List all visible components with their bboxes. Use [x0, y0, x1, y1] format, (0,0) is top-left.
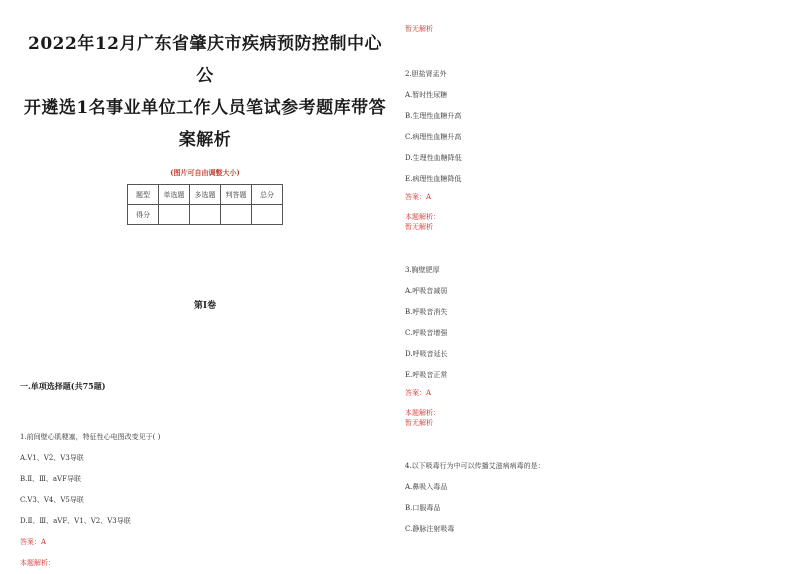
score-header-cell: 判答题	[221, 185, 252, 205]
question-text: 3.胸壁肥厚	[405, 266, 440, 274]
left-column	[20, 28, 390, 574]
option-c: C.V3、V4、V5导联	[20, 496, 84, 504]
title-line-3: 案解析	[178, 130, 232, 150]
option-a: A.暂时性尿糖	[405, 91, 448, 99]
option-d: D.呼吸音延长	[405, 350, 448, 358]
analysis-text: 暂无解析	[405, 223, 433, 231]
score-table-score-row	[128, 205, 283, 225]
score-table-header-row	[128, 185, 283, 205]
analysis-label: 本题解析：	[405, 409, 440, 417]
question-text: 4.以下吸毒行为中可以传播艾滋病病毒的是：	[405, 462, 545, 470]
option-a: A.呼吸音减弱	[405, 287, 448, 295]
question-3	[405, 260, 785, 428]
right-column	[405, 24, 785, 540]
score-row-label: 得分	[128, 205, 159, 225]
option-b: B.呼吸音消失	[405, 308, 448, 316]
section-heading: 一.单项选择题(共75题)	[20, 381, 106, 391]
question-text: 2.胆盐肾盂外	[405, 70, 447, 78]
question-4	[405, 456, 785, 540]
score-header-cell: 多选题	[190, 185, 221, 205]
question-2	[405, 64, 785, 232]
option-b: B.Ⅱ、Ⅲ、aVF导联	[20, 475, 81, 483]
option-c: C.病理性血糖升高	[405, 133, 462, 141]
question-1	[20, 427, 390, 574]
analysis-label: 本题解析：	[405, 213, 440, 221]
image-resize-note: (图片可自由调整大小)	[170, 168, 240, 177]
score-cell	[159, 205, 190, 225]
option-c: C.静脉注射吸毒	[405, 525, 455, 533]
option-b: B.生理性血糖升高	[405, 112, 462, 120]
score-table	[127, 184, 283, 225]
option-b: B.口服毒品	[405, 504, 441, 512]
option-d: D.Ⅱ、Ⅲ、aVF、V1、V2、V3导联	[20, 517, 131, 525]
answer: 答案：A	[20, 538, 47, 546]
option-a: A.鼻吸入毒品	[405, 483, 448, 491]
analysis-text: 暂无解析	[405, 25, 433, 33]
title-line-1: 2022年12月广东省肇庆市疾病预防控制中心公	[28, 34, 382, 86]
score-cell	[252, 205, 283, 225]
answer: 答案：A	[405, 193, 432, 201]
answer: 答案：A	[405, 389, 432, 397]
option-d: D.生理性血糖降低	[405, 154, 462, 162]
volume-label: 第I卷	[193, 301, 217, 311]
option-e: E.病理性血糖降低	[405, 175, 462, 183]
score-header-cell: 总分	[252, 185, 283, 205]
score-cell	[190, 205, 221, 225]
option-e: E.呼吸音正常	[405, 371, 448, 379]
score-cell	[221, 205, 252, 225]
document-title	[20, 28, 390, 156]
option-a: A.V1、V2、V3导联	[20, 454, 84, 462]
option-c: C.呼吸音增强	[405, 329, 448, 337]
question-text: 1.前间壁心肌梗塞，特征性心电图改变见于( )	[20, 433, 161, 441]
analysis-label: 本题解析：	[20, 559, 55, 567]
score-header-cell: 题型	[128, 185, 159, 205]
analysis-text: 暂无解析	[405, 419, 433, 427]
score-header-cell: 单选题	[159, 185, 190, 205]
title-line-2: 开遴选1名事业单位工作人员笔试参考题库带答	[23, 98, 387, 118]
